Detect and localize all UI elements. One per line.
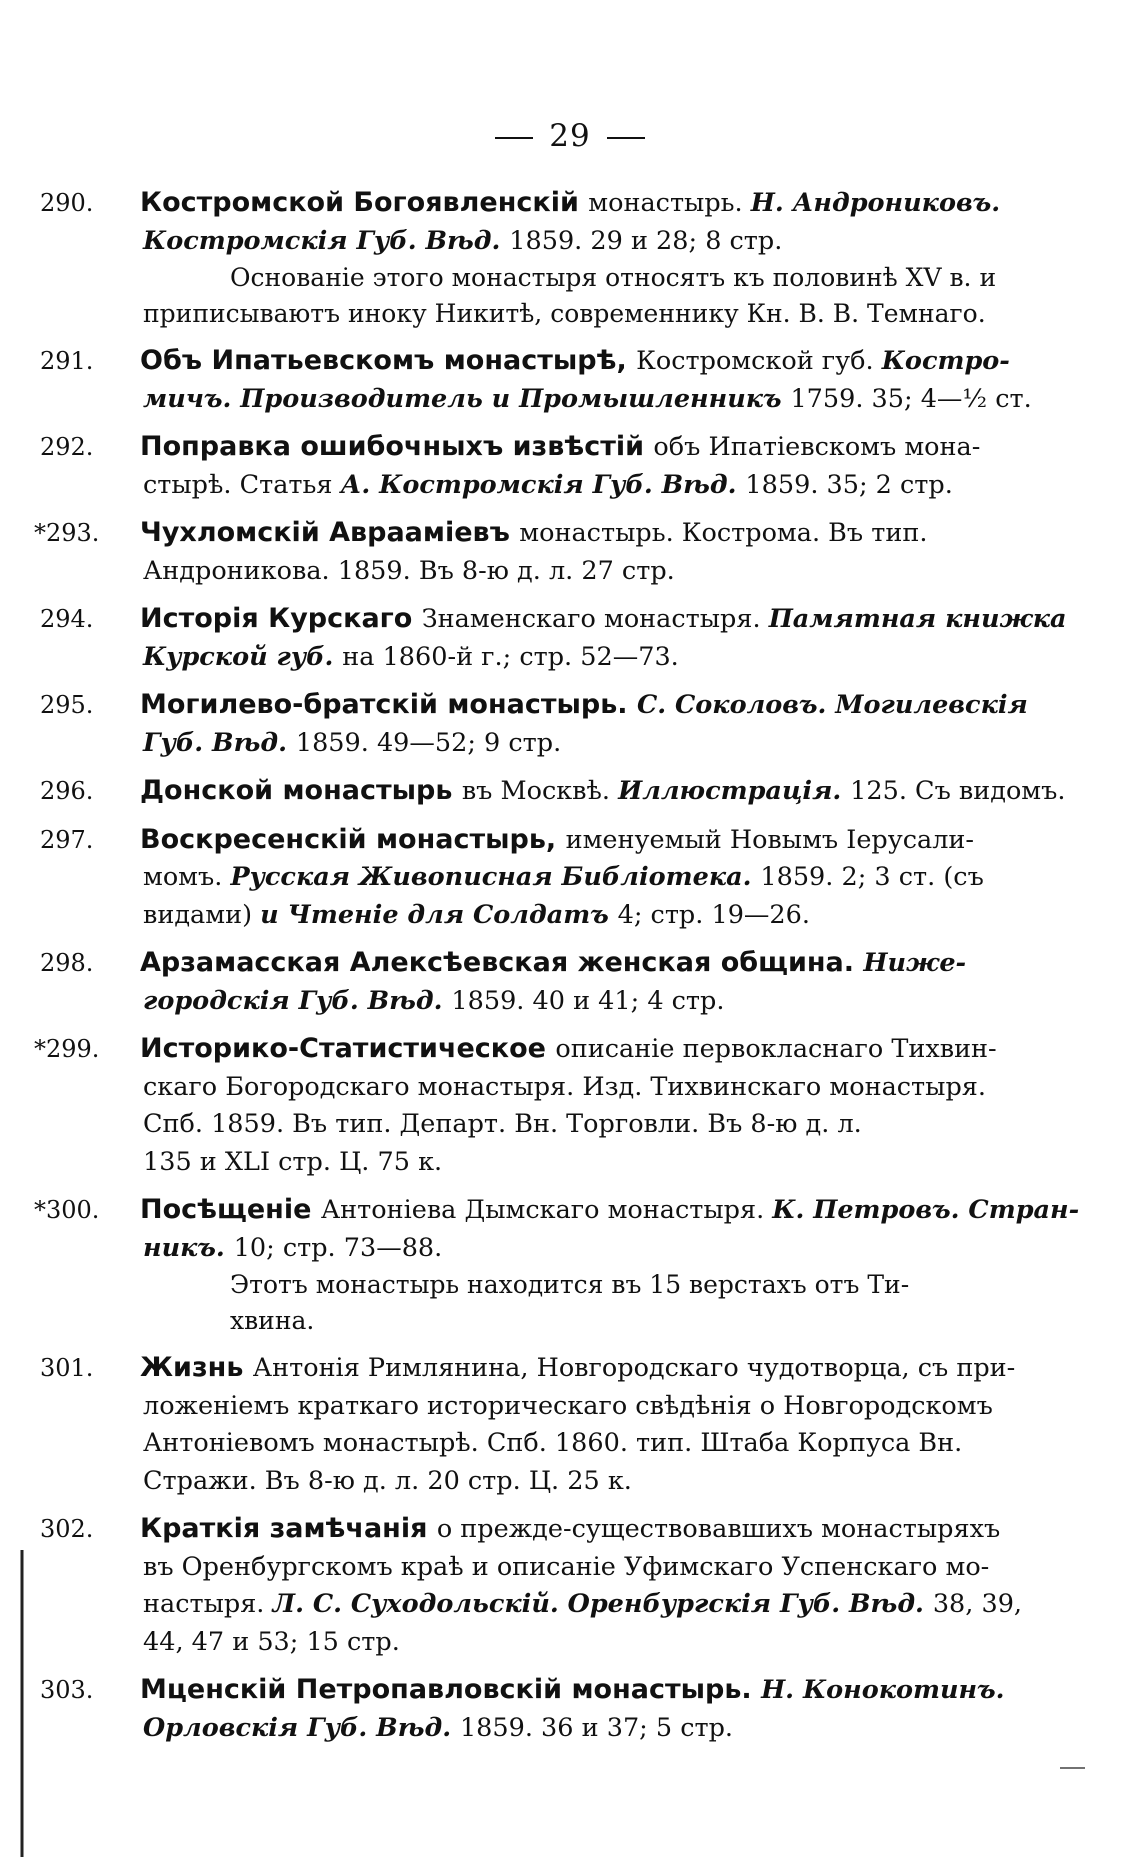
entry-source: К. Петровъ. Стран- <box>772 1195 1080 1225</box>
entry-number: 298. <box>40 949 94 977</box>
entry-note: Основаніе этого монастыря относятъ къ половинѣ XV в. и <box>230 263 997 292</box>
entry-text: въ Оренбургскомъ краѣ и описаніе Уфимскаго Успенскаго мо- <box>143 1551 990 1582</box>
entry-text: Знаменскаго монастыря. <box>421 604 769 634</box>
entry-text: именуемый Новымъ Іерусали- <box>565 824 975 855</box>
entry-title: Воскресенскій монастырь, <box>140 823 566 855</box>
entry-text: 135 и XLI стр. Ц. 75 к. <box>143 1146 443 1177</box>
entry-text: 10; стр. 73—88. <box>233 1232 443 1263</box>
entry-text: ложеніемъ краткаго историческаго свѣдѣнія о Новгородскомъ <box>143 1390 993 1421</box>
entry-source: Костромскія Губ. Вѣд. <box>143 225 510 256</box>
entry-text: о прежде-существовавшихъ монастыряхъ <box>436 1514 1001 1544</box>
entry-source: Губ. Вѣд. <box>143 727 296 758</box>
entry-source: Костро- <box>881 346 1010 376</box>
entry-text: 1859. 49—52; 9 стр. <box>295 727 562 758</box>
entry-text: 4; стр. 19—26. <box>617 899 810 930</box>
entry-source: Ниже- <box>863 948 967 978</box>
entry-text: 1859. 29 и 28; 8 стр. <box>509 225 783 256</box>
entry-text: Антоніевомъ монастырѣ. Спб. 1860. тип. Штаба Корпуса Вн. <box>143 1428 963 1458</box>
entry-source: Н. Андрониковъ. <box>750 188 1001 218</box>
entry-text: монастырь. Кострома. Въ тип. <box>519 518 928 548</box>
entry-source: Курской губ. <box>143 641 343 672</box>
entry-text: 38, 39, <box>932 1589 1023 1619</box>
entry-text: Андроникова. 1859. Въ 8-ю д. л. 27 стр. <box>143 555 675 586</box>
entry-note: приписываютъ иноку Никитѣ, современнику Кн. В. В. Темнаго. <box>143 299 986 328</box>
entry-number: 295. <box>40 691 94 719</box>
entry-source: С. Соколовъ. Могилевскія <box>636 690 1028 720</box>
entry-text: 125. Съ видомъ. <box>850 776 1066 806</box>
entry-note-continuation: хвина. <box>230 1306 315 1335</box>
entry-title: Исторія Курскаго <box>140 603 422 634</box>
entry-text: въ Москвѣ. <box>461 776 619 806</box>
entry-title: Костромской Богоявленскій <box>140 187 589 218</box>
entry-text: Антоніева Дымскаго монастыря. <box>320 1195 773 1225</box>
entry-title: Историко-Статистическое <box>140 1033 556 1064</box>
entry-title: Объ Ипатьевскомъ монастырѣ, <box>140 345 637 376</box>
entry-text: скаго Богородскаго монастыря. Изд. Тихвинскаго монастыря. <box>143 1071 986 1102</box>
entry-source: и Чтеніе для Солдатъ <box>260 899 618 930</box>
entry-source: Иллюстрація. <box>618 776 851 806</box>
entry-source: А. Костромскія Губ. Вѣд. <box>340 469 746 500</box>
entry-text: видами) <box>143 899 261 930</box>
entry-text: объ Ипатіевскомъ мона- <box>653 432 981 462</box>
entry-note: Этотъ монастырь находится въ 15 верстахъ отъ Ти- <box>230 1270 910 1299</box>
entry-title: Посѣщеніе <box>140 1194 321 1225</box>
entry-text: 1859. 40 и 41; 4 стр. <box>451 985 725 1016</box>
entry-number: *293. <box>34 519 100 547</box>
entry-title: Могилево-братскій монастырь. <box>140 689 637 720</box>
entry-number: 292. <box>40 433 94 461</box>
entry-source: Н. Конокотинъ. <box>761 1675 1005 1705</box>
entry-source: Л. С. Суходольскій. Оренбургскія Губ. Вѣд. <box>272 1589 933 1619</box>
page-number-text: 29 <box>549 118 591 154</box>
entry-text: 1859. 2; 3 ст. (съ <box>760 862 984 892</box>
entry-number: 294. <box>40 605 94 633</box>
entry-number: *300. <box>34 1196 100 1224</box>
entry-text: 1859. 36 и 37; 5 стр. <box>459 1712 734 1743</box>
entry-text: описаніе первокласнаго Тихвин- <box>555 1034 997 1064</box>
entry-title: Мценскій Петропавловскій монастырь. <box>140 1674 762 1705</box>
entry-title: Краткія замѣчанія <box>140 1513 437 1544</box>
entry-text: Спб. 1859. Въ тип. Департ. Вн. Торговли. Въ 8-ю д. л. <box>143 1109 862 1139</box>
entry-source: Памятная книжка <box>768 604 1067 634</box>
entry-text: 1759. 35; 4—½ ст. <box>790 383 1032 414</box>
entry-text: Стражи. Въ 8-ю д. л. 20 стр. Ц. 25 к. <box>143 1465 632 1496</box>
entry-source: Русская Живописная Библіотека. <box>230 862 761 892</box>
entry-number: 291. <box>40 347 94 375</box>
entry-text: момъ. <box>143 862 231 892</box>
entry-number: 297. <box>40 825 94 854</box>
entry-number: 296. <box>40 777 94 805</box>
entry-title: Донской монастырь <box>140 775 462 806</box>
entry-number: 303. <box>40 1676 94 1704</box>
entry-number: 301. <box>40 1354 94 1382</box>
entry-source: мичъ. Производитель и Промышленникъ <box>143 383 791 414</box>
entry-title: Чухломскій Аврааміевъ <box>140 517 520 548</box>
entry-number: *299. <box>34 1035 100 1063</box>
entry-text: монастырь. <box>588 188 751 218</box>
entry-number: 290. <box>40 189 94 217</box>
entry-text: 44, 47 и 53; 15 стр. <box>143 1626 400 1657</box>
entry-title: Арзамасская Алексѣевская женская община. <box>140 947 864 978</box>
entry-title: Поправка ошибочныхъ извѣстій <box>140 431 654 462</box>
entry-source: Орловскія Губ. Вѣд. <box>143 1712 460 1743</box>
entry-text: Костромской губ. <box>636 346 882 376</box>
entry-text: настыря. <box>143 1589 273 1619</box>
entry-text: Антонія Римлянина, Новгородскаго чудотворца, съ при- <box>252 1353 1016 1383</box>
entry-text: 1859. 35; 2 стр. <box>745 469 953 500</box>
entry-source: городскія Губ. Вѣд. <box>143 985 452 1016</box>
entry-number: 302. <box>40 1515 94 1543</box>
entry-title: Жизнь <box>140 1352 253 1383</box>
entry-text: на 1860-й г.; стр. 52—73. <box>342 641 679 672</box>
entry-text: стырѣ. Статья <box>143 469 341 500</box>
entry-source: никъ. <box>143 1232 234 1263</box>
